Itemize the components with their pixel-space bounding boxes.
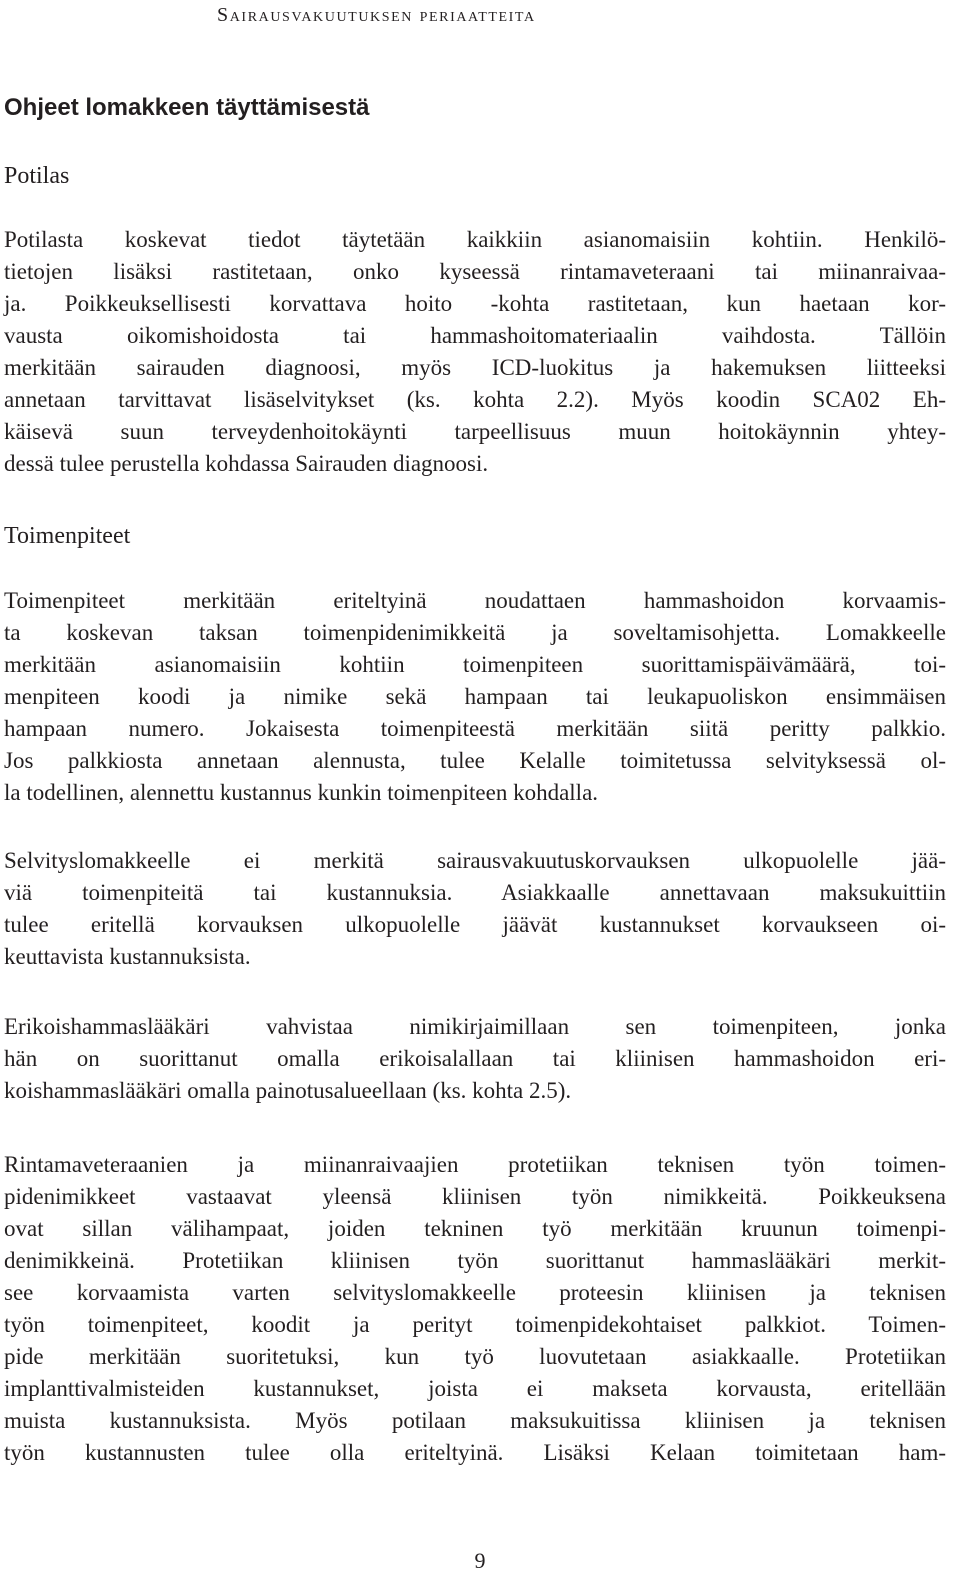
text-line: merkitään asianomaisiin kohtiin toimenpiteen suorittamispäivämäärä, toi-: [4, 652, 946, 677]
toimenpiteet-paragraph-1: [4, 585, 946, 809]
potilas-heading: Potilas: [4, 163, 70, 189]
text-line: vausta oikomishoidosta tai hammashoitomateriaalin vaihdosta. Tällöin: [4, 323, 946, 348]
text-line: denimikkeinä. Protetiikan kliinisen työn suorittanut hammaslääkäri merkit-: [4, 1248, 946, 1273]
text-line: ta koskevan taksan toimenpidenimikkeitä ja soveltamisohjetta. Lomakkeelle: [4, 620, 946, 645]
text-line: Potilasta koskevat tiedot täytetään kaikkiin asianomaisiin kohtiin. Henkilö-: [4, 227, 946, 252]
toimenpiteet-heading: Toimenpiteet: [4, 523, 131, 549]
text-line: ovat sillan välihampaat, joiden tekninen työ merkitään kruunun toimenpi-: [4, 1216, 946, 1241]
text-line: la todellinen, alennettu kustannus kunkin toimenpiteen kohdalla.: [4, 780, 599, 805]
text-line: see korvaamista varten selvityslomakkeelle proteesin kliinisen ja teknisen: [4, 1280, 946, 1305]
text-line: merkitään sairauden diagnoosi, myös ICD-luokitus ja hakemuksen liitteeksi: [4, 355, 946, 380]
text-line: hampaan numero. Jokaisesta toimenpiteestä merkitään siitä peritty palkkio.: [4, 716, 946, 741]
text-line: annetaan tarvittavat lisäselvitykset (ks. kohta 2.2). Myös koodin SCA02 Eh-: [4, 387, 946, 412]
text-line: pide merkitään suoritetuksi, kun työ luovutetaan asiakkaalle. Protetiikan: [4, 1344, 946, 1369]
text-line: työn kustannusten tulee olla eriteltyinä. Lisäksi Kelaan toimitetaan ham-: [4, 1440, 946, 1465]
text-line: käisevä suun terveydenhoitokäynti tarpeellisuus muun hoitokäynnin yhtey-: [4, 419, 946, 444]
section-title: Ohjeet lomakkeen täyttämisestä: [4, 94, 370, 121]
toimenpiteet-paragraph-4: [4, 1149, 946, 1469]
text-line: Selvityslomakkeelle ei merkitä sairausvakuutuskorvauksen ulkopuolelle jää-: [4, 848, 946, 873]
text-line: muista kustannuksista. Myös potilaan maksukuitissa kliinisen ja teknisen: [4, 1408, 946, 1433]
text-line: Jos palkkiosta annetaan alennusta, tulee Kelalle toimitetussa selvityksessä ol-: [4, 748, 946, 773]
running-head: Sairausvakuutuksen periaatteita: [217, 4, 536, 26]
text-line: pidenimikkeet vastaavat yleensä kliinisen työn nimikkeitä. Poikkeuksena: [4, 1184, 946, 1209]
text-line: työn toimenpiteet, koodit ja perityt toimenpidekohtaiset palkkiot. Toimen-: [4, 1312, 946, 1337]
text-line: viä toimenpiteitä tai kustannuksia. Asiakkaalle annettavaan maksukuittiin: [4, 880, 946, 905]
text-line: menpiteen koodi ja nimike sekä hampaan tai leukapuoliskon ensimmäisen: [4, 684, 946, 709]
text-line: dessä tulee perustella kohdassa Sairauden diagnoosi.: [4, 451, 489, 476]
text-line: Erikoishammaslääkäri vahvistaa nimikirjaimillaan sen toimenpiteen, jonka: [4, 1014, 946, 1039]
page-number: 9: [474, 1548, 486, 1573]
text-line: Rintamaveteraanien ja miinanraivaajien protetiikan teknisen työn toimen-: [4, 1152, 946, 1177]
text-line: koishammaslääkäri omalla painotusalueellaan (ks. kohta 2.5).: [4, 1078, 572, 1103]
text-line: ja. Poikkeuksellisesti korvattava hoito -kohta rastitetaan, kun haetaan kor-: [4, 291, 946, 316]
text-line: keuttavista kustannuksista.: [4, 944, 251, 969]
potilas-paragraph: [4, 224, 946, 480]
text-line: hän on suorittanut omalla erikoisalallaan tai kliinisen hammashoidon eri-: [4, 1046, 946, 1071]
text-line: tulee eritellä korvauksen ulkopuolelle jäävät kustannukset korvaukseen oi-: [4, 912, 946, 937]
text-line: implanttivalmisteiden kustannukset, joista ei makseta korvausta, eritellään: [4, 1376, 946, 1401]
text-line: Toimenpiteet merkitään eriteltyinä noudattaen hammashoidon korvaamis-: [4, 588, 946, 613]
toimenpiteet-paragraph-2: [4, 845, 946, 973]
toimenpiteet-paragraph-3: [4, 1011, 946, 1107]
text-line: tietojen lisäksi rastitetaan, onko kyseessä rintamaveteraani tai miinanraivaa-: [4, 259, 946, 284]
